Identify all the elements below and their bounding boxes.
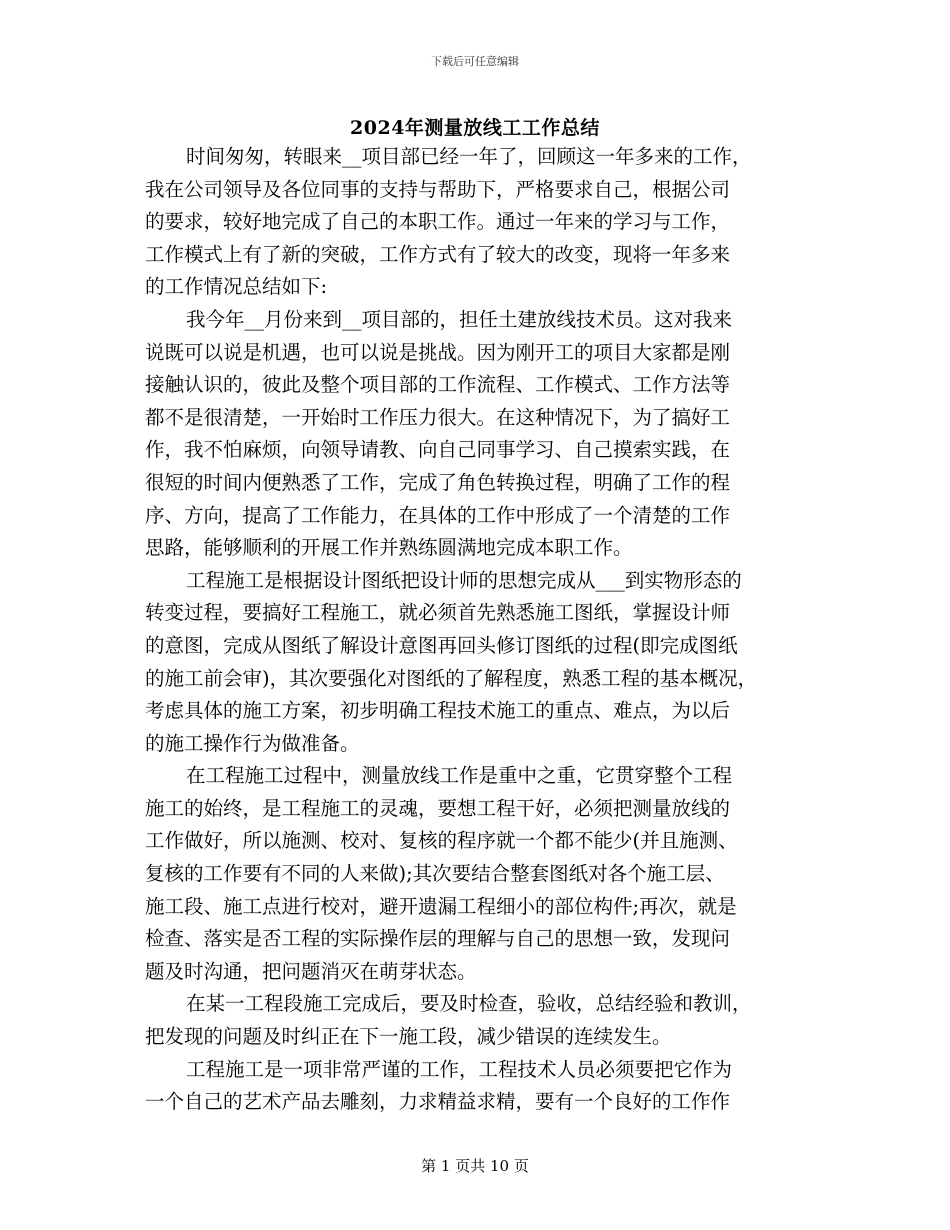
text-line: 我今年__月份来到__项目部的，担任土建放线技术员。这对我来 [186,307,733,331]
text-line: 的意图，完成从图纸了解设计意图再回头修订图纸的过程(即完成图纸 [145,633,738,657]
text-line: 的工作情况总结如下: [145,275,328,299]
text-line: 很短的时间内便熟悉了工作，完成了角色转换过程，明确了工作的程 [145,470,731,494]
text-line: 工程施工是一项非常严谨的工作，工程技术人员必须要把它作为 [186,1057,733,1081]
text-line: 接触认识的，彼此及整个项目部的工作流程、工作模式、工作方法等 [145,373,731,397]
paragraph [145,988,813,1053]
paragraph [145,141,813,304]
text-line: 题及时沟通，把问题消灭在萌芽状态。 [145,959,477,983]
text-line: 的施工前会审)，其次要强化对图纸的了解程度，熟悉工程的基本概况， [145,666,758,690]
text-line: 说既可以说是机遇，也可以说是挑战。因为刚开工的项目大家都是刚 [145,340,731,364]
text-line: 转变过程，要搞好工程施工，就必须首先熟悉施工图纸，掌握设计师 [145,601,731,625]
page-header: 下载后可任意编辑 [431,55,519,68]
text-line: 一个自己的艺术产品去雕刻，力求精益求精，要有一个良好的工作作 [145,1090,731,1114]
text-line: 的要求，较好地完成了自己的本职工作。通过一年来的学习与工作， [145,210,731,234]
document-title: 2024年测量放线工工作总结 [350,117,600,139]
text-line: 检查、落实是否工程的实际操作层的理解与自己的思想一致，发现问 [145,927,731,951]
text-line: 施工的始终，是工程施工的灵魂，要想工程干好，必须把测量放线的 [145,796,731,820]
text-line: 工程施工是根据设计图纸把设计师的思想完成从___到实物形态的 [186,568,742,592]
text-line: 工作做好，所以施测、校对、复核的程序就一个都不能少(并且施测、 [145,829,738,853]
text-line: 考虑具体的施工方案，初步明确工程技术施工的重点、难点，为以后 [145,699,731,723]
text-line: 的施工操作行为做准备。 [145,731,360,755]
paragraph [145,304,813,565]
text-line: 时间匆匆，转眼来__项目部已经一年了，回顾这一年多来的工作， [186,145,752,168]
text-line: 我在公司领导及各位同事的支持与帮助下，严格要求自己，根据公司 [145,177,731,201]
text-line: 在工程施工过程中，测量放线工作是重中之重，它贯穿整个工程 [186,764,733,788]
text-line: 序、方向，提高了工作能力，在具体的工作中形成了一个清楚的工作 [145,503,731,527]
text-line: 施工段、施工点进行校对，避开遗漏工程细小的部位构件;再次，就是 [145,894,737,918]
text-line: 复核的工作要有不同的人来做);其次要结合整套图纸对各个施工层、 [145,862,725,886]
page-footer: 第 1 页共 10 页 [421,1157,529,1175]
document-body [145,141,813,1119]
paragraph [145,760,813,988]
paragraph [145,565,813,761]
paragraph [145,1054,813,1119]
text-line: 把发现的问题及时纠正在下一施工段，减少错误的连续发生。 [145,1025,672,1049]
text-line: 在某一工程段施工完成后，要及时检查，验收，总结经验和教训， [186,992,752,1016]
text-line: 工作模式上有了新的突破，工作方式有了较大的改变，现将一年多来 [145,242,731,266]
text-line: 作，我不怕麻烦，向领导请教、向自己同事学习、自己摸索实践，在 [145,438,731,462]
text-line: 都不是很清楚，一开始时工作压力很大。在这种情况下，为了搞好工 [145,405,731,429]
text-line: 思路，能够顺利的开展工作并熟练圆满地完成本职工作。 [145,536,633,560]
